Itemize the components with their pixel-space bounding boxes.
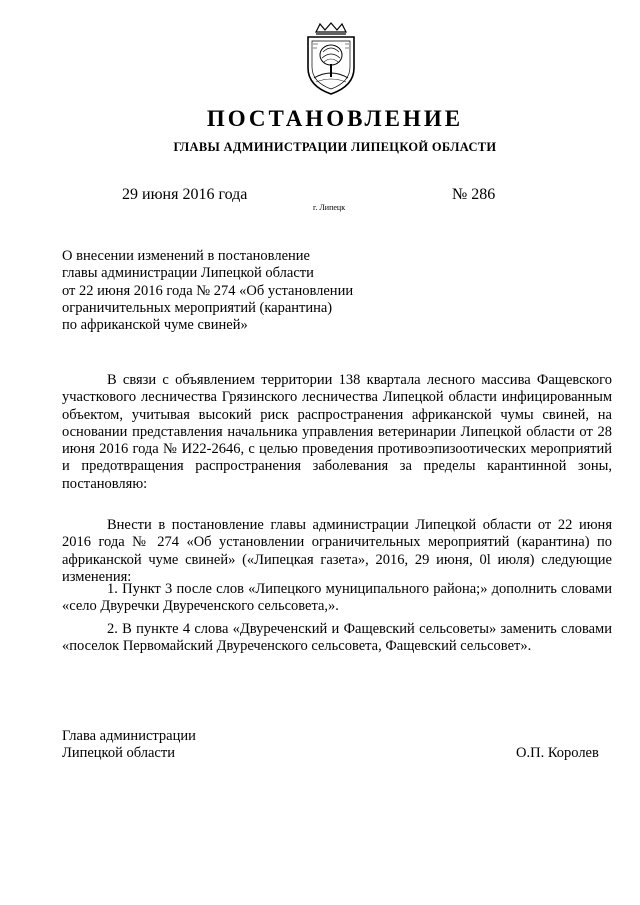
subject-line: О внесении изменений в постановление: [62, 248, 310, 264]
document-city: г. Липецк: [313, 203, 346, 212]
body-paragraph-preamble: В связи с объявлением территории 138 квартала лесного массива Фащевского участкового лесничества Грязинского лесничества Липецкой области инфицированным объектом, учитывая высокий риск распространения африканской чумы свиней, на основании представления начальника управления ветеринарии Липецкой области от 28 июня 2016 года № И22-2646, с целью проведения противоэпизоотических мероприятий и предотвращения распространения заболевания за пределы карантинной зоны, постановляю:: [62, 372, 612, 492]
body-item-1: 1. Пункт 3 после слов «Липецкого муниципального района;» дополнить словами «село Двуречки Двуреченского сельсовета,».: [62, 581, 612, 615]
subject-line: от 22 июня 2016 года № 274 «Об установлении: [62, 282, 354, 299]
subject-line: по африканской чуме свиней»: [62, 317, 248, 334]
document-number: № 286: [452, 186, 496, 203]
signature-name: О.П. Королев: [516, 745, 599, 761]
lipetsk-coat-of-arms-icon: [298, 22, 364, 96]
document-subtitle: ГЛАВЫ АДМИНИСТРАЦИИ ЛИПЕЦКОЙ ОБЛАСТИ: [173, 140, 497, 154]
document-subject: [62, 248, 422, 334]
document-date: 29 июня 2016 года: [122, 186, 248, 203]
subject-line: ограничительных мероприятий (карантина): [62, 299, 333, 316]
signature-position-line: Липецкой области: [62, 745, 175, 762]
document-title: ПОСТАНОВЛЕНИЕ: [206, 106, 464, 131]
signature-position-line: Глава администрации: [62, 728, 196, 744]
signature-position: [62, 728, 196, 763]
body-paragraph-resolution: Внести в постановление главы администрации Липецкой области от 22 июня 2016 года № 274 «Об установлении ограничительных мероприятий (карантина) по африканской чуме свиней» («Липецкая газета», 2016, 29 июня, 0l июля) следующие изменения:: [62, 517, 612, 585]
subject-line: главы администрации Липецкой области: [62, 265, 314, 282]
body-item-2: 2. В пункте 4 слова «Двуреченский и Фащевский сельсоветы» заменить словами «поселок Первомайский Двуреченского сельсовета, Фащевский сельсовет».: [62, 621, 612, 655]
